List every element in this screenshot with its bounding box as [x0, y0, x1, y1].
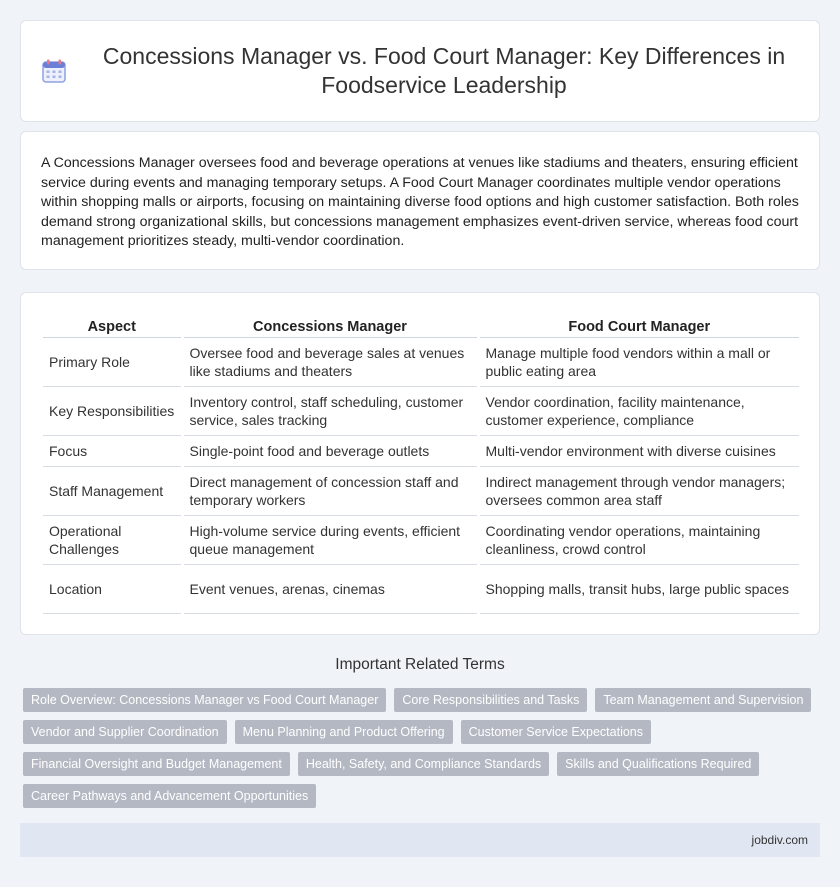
- table-row: [43, 337, 799, 386]
- row-concessions: Oversee food and beverage sales at venues like stadiums and theaters: [182, 337, 478, 386]
- table-row: [43, 386, 799, 435]
- related-term-tag[interactable]: Health, Safety, and Compliance Standards: [298, 752, 549, 776]
- header-food-court-manager: Food Court Manager: [478, 315, 799, 337]
- row-food-court: Multi-vendor environment with diverse cuisines: [478, 435, 799, 466]
- table-row: [43, 515, 799, 564]
- table-row: [43, 564, 799, 613]
- row-concessions: Single-point food and beverage outlets: [182, 435, 478, 466]
- row-concessions: High-volume service during events, efficient queue management: [182, 515, 478, 564]
- header-card: [20, 20, 820, 122]
- related-term-tag[interactable]: Vendor and Supplier Coordination: [23, 720, 227, 744]
- related-term-tag[interactable]: Menu Planning and Product Offering: [235, 720, 453, 744]
- related-term-tag[interactable]: Customer Service Expectations: [461, 720, 651, 744]
- row-concessions: Direct management of concession staff and temporary workers: [182, 466, 478, 515]
- related-term-tag[interactable]: Core Responsibilities and Tasks: [394, 688, 587, 712]
- row-aspect: Focus: [43, 435, 182, 466]
- footer: [20, 823, 820, 857]
- comparison-card: [20, 292, 820, 635]
- footer-site-link[interactable]: jobdiv.com: [751, 833, 808, 847]
- intro-paragraph: A Concessions Manager oversees food and beverage operations at venues like stadiums and theaters, ensuring efficient service during events and managing temporary setups. A Food Court Manager coordinates multiple vendor operations within shopping malls or airports, focusing on maintaining diverse food options and high customer satisfaction. Both roles demand strong organizational skills, but concessions management emphasizes event-driven service, whereas food court management prioritizes steady, multi-vendor coordination.: [41, 155, 799, 249]
- row-food-court: Shopping malls, transit hubs, large public spaces: [478, 564, 799, 613]
- table-row: [43, 466, 799, 515]
- row-aspect: Location: [43, 564, 182, 613]
- related-term-tag[interactable]: Team Management and Supervision: [595, 688, 811, 712]
- row-aspect: Staff Management: [43, 466, 182, 515]
- row-aspect: Primary Role: [43, 337, 182, 386]
- related-terms-title: Important Related Terms: [335, 656, 505, 673]
- header-aspect: Aspect: [43, 315, 182, 337]
- table-row: [43, 435, 799, 466]
- table-header-row: [43, 315, 799, 337]
- row-concessions: Event venues, arenas, cinemas: [182, 564, 478, 613]
- related-terms-list: [23, 688, 823, 808]
- related-term-tag[interactable]: Role Overview: Concessions Manager vs Food Court Manager: [23, 688, 386, 712]
- related-term-tag[interactable]: Skills and Qualifications Required: [557, 752, 759, 776]
- related-term-tag[interactable]: Career Pathways and Advancement Opportunities: [23, 784, 316, 808]
- row-aspect: Key Responsibilities: [43, 386, 182, 435]
- page-title: Concessions Manager vs. Food Court Manager: Key Differences in Foodservice Leadership: [102, 43, 786, 98]
- row-food-court: Vendor coordination, facility maintenance, customer experience, compliance: [478, 386, 799, 435]
- row-concessions: Inventory control, staff scheduling, customer service, sales tracking: [182, 386, 478, 435]
- row-food-court: Indirect management through vendor managers; oversees common area staff: [478, 466, 799, 515]
- related-term-tag[interactable]: Financial Oversight and Budget Management: [23, 752, 290, 776]
- row-aspect: Operational Challenges: [43, 515, 182, 564]
- header-concessions-manager: Concessions Manager: [182, 315, 478, 337]
- row-food-court: Coordinating vendor operations, maintaining cleanliness, crowd control: [478, 515, 799, 564]
- intro-card: [20, 131, 820, 270]
- calendar-icon: [41, 58, 67, 84]
- row-food-court: Manage multiple food vendors within a mall or public eating area: [478, 337, 799, 386]
- comparison-table: [43, 315, 799, 614]
